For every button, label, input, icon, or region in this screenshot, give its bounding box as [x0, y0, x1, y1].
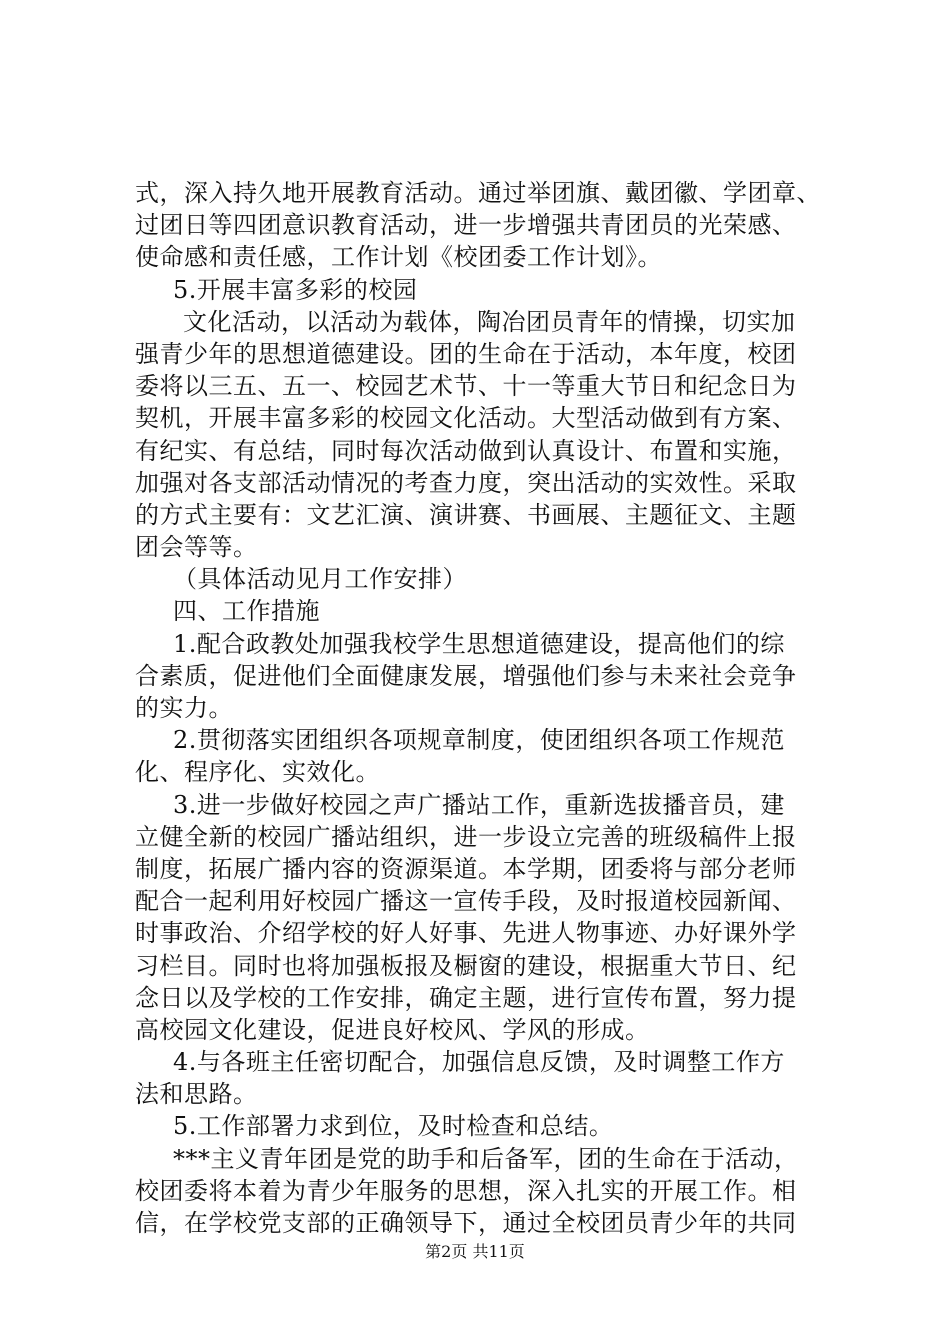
- text-line: 配合一起利用好校园广播这一宣传手段，及时报道校园新闻、: [135, 887, 797, 916]
- text-line: 1.配合政教处加强我校学生思想道德建设，提高他们的综: [173, 629, 785, 658]
- text-line: 加强对各支部活动情况的考查力度，突出活动的实效性。采取: [135, 468, 797, 497]
- text-line: 契机，开展丰富多彩的校园文化活动。大型活动做到有方案、: [135, 404, 797, 433]
- text-line: 委将以三五、五一、校园艺术节、十一等重大节日和纪念日为: [135, 372, 797, 401]
- text-line: 高校园文化建设，促进良好校风、学风的形成。: [135, 1015, 650, 1044]
- text-line: 合素质，促进他们全面健康发展，增强他们参与未来社会竞争: [135, 661, 797, 690]
- text-line: 立健全新的校园广播站组织，进一步设立完善的班级稿件上报: [135, 822, 797, 851]
- text-line: 使命感和责任感，工作计划《校团委工作计划》。: [135, 243, 662, 272]
- text-line: 有纪实、有总结，同时每次活动做到认真设计、布置和实施，: [135, 436, 797, 465]
- text-line: 的实力。: [135, 694, 233, 722]
- text-line: 念日以及学校的工作安排，确定主题，进行宣传布置，努力提: [135, 983, 797, 1012]
- text-line: 的方式主要有：文艺汇演、演讲赛、书画展、主题征文、主题: [135, 500, 797, 529]
- text-line: 3.进一步做好校园之声广播站工作，重新选拔播音员，建: [173, 790, 785, 819]
- text-line: 制度，拓展广播内容的资源渠道。本学期，团委将与部分老师: [135, 854, 797, 883]
- text-line: 化、程序化、实效化。: [135, 758, 380, 787]
- text-line: 时事政治、介绍学校的好人好事、先进人物事迹、办好课外学: [135, 919, 797, 948]
- text-line: 信，在学校党支部的正确领导下，通过全校团员青少年的共同: [135, 1209, 797, 1237]
- text-line: （具体活动见月工作安排）: [173, 565, 467, 594]
- page-footer: 第2页 共11页: [425, 1242, 525, 1261]
- document-body: [135, 177, 835, 1239]
- text-line: 法和思路。: [135, 1080, 258, 1109]
- text-line: 习栏目。同时也将加强板报及橱窗的建设，根据重大节日、纪: [135, 951, 797, 980]
- text-line: 2.贯彻落实团组织各项规章制度，使团组织各项工作规范: [173, 726, 785, 755]
- text-line: 四、工作措施: [173, 597, 320, 626]
- text-line: ***主义青年团是党的助手和后备军，团的生命在于活动，: [173, 1144, 799, 1173]
- text-line: 5.开展丰富多彩的校园: [173, 275, 418, 304]
- text-line: 5.工作部署力求到位，及时检查和总结。: [173, 1112, 614, 1141]
- text-line: 式，深入持久地开展教育活动。通过举团旗、戴团徽、学团章、: [135, 179, 821, 207]
- text-line: 强青少年的思想道德建设。团的生命在于活动，本年度，校团: [135, 339, 797, 368]
- text-line: 文化活动，以活动为载体，陶冶团员青年的情操，切实加: [183, 307, 796, 336]
- text-line: 团会等等。: [135, 533, 258, 562]
- text-line: 4.与各班主任密切配合，加强信息反馈，及时调整工作方: [173, 1048, 785, 1077]
- text-line: 校团委将本着为青少年服务的思想，深入扎实的开展工作。相: [135, 1176, 797, 1205]
- text-line: 过团日等四团意识教育活动，进一步增强共青团员的光荣感、: [135, 211, 797, 240]
